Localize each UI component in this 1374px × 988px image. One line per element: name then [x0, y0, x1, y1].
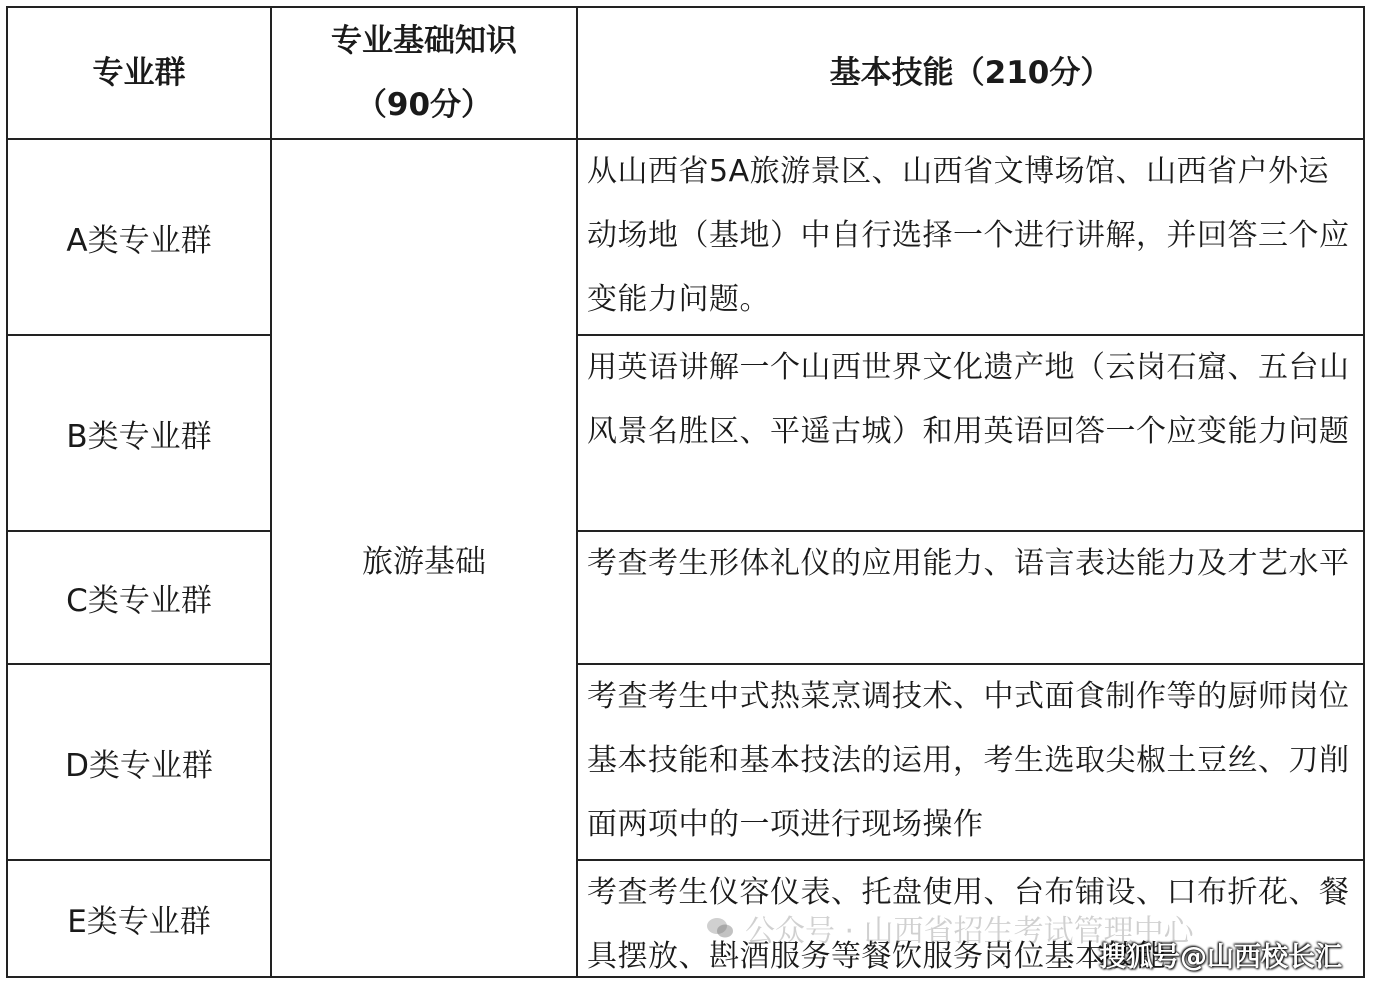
group-cell-a: A类专业群 [8, 140, 270, 334]
skill-cell-c: 考查考生形体礼仪的应用能力、语言表达能力及才艺水平 [578, 532, 1363, 663]
knowledge-cell: 旅游基础 [272, 140, 576, 976]
group-cell-d: D类专业群 [8, 665, 270, 859]
sohu-watermark: 搜狐号@山西校长汇 [1099, 942, 1342, 973]
exam-content-table [6, 6, 1365, 978]
header-skill: 基本技能（210分） [578, 8, 1363, 138]
skill-cell-a: 从山西省5A旅游景区、山西省文博场馆、山西省户外运动场地（基地）中自行选择一个进行讲解，并回答三个应变能力问题。 [578, 140, 1363, 334]
skill-cell-e: 考查考生仪容仪表、托盘使用、台布铺设、口布折花、餐具摆放、斟酒服务等餐饮服务岗位基本技能 [578, 861, 1363, 976]
group-cell-b: B类专业群 [8, 336, 270, 530]
wechat-watermark: 公众号 · 山西省招生考试管理中心 [705, 906, 1194, 950]
header-group: 专业群 [8, 8, 270, 138]
group-cell-e: E类专业群 [8, 861, 270, 976]
skill-cell-d: 考查考生中式热菜烹调技术、中式面食制作等的厨师岗位基本技能和基本技法的运用，考生选取尖椒土豆丝、刀削面两项中的一项进行现场操作 [578, 665, 1363, 859]
group-cell-c: C类专业群 [8, 532, 270, 663]
skill-cell-b: 用英语讲解一个山西世界文化遗产地（云岗石窟、五台山风景名胜区、平遥古城）和用英语回答一个应变能力问题 [578, 336, 1363, 530]
header-knowledge: 专业基础知识（90分） [272, 8, 576, 138]
